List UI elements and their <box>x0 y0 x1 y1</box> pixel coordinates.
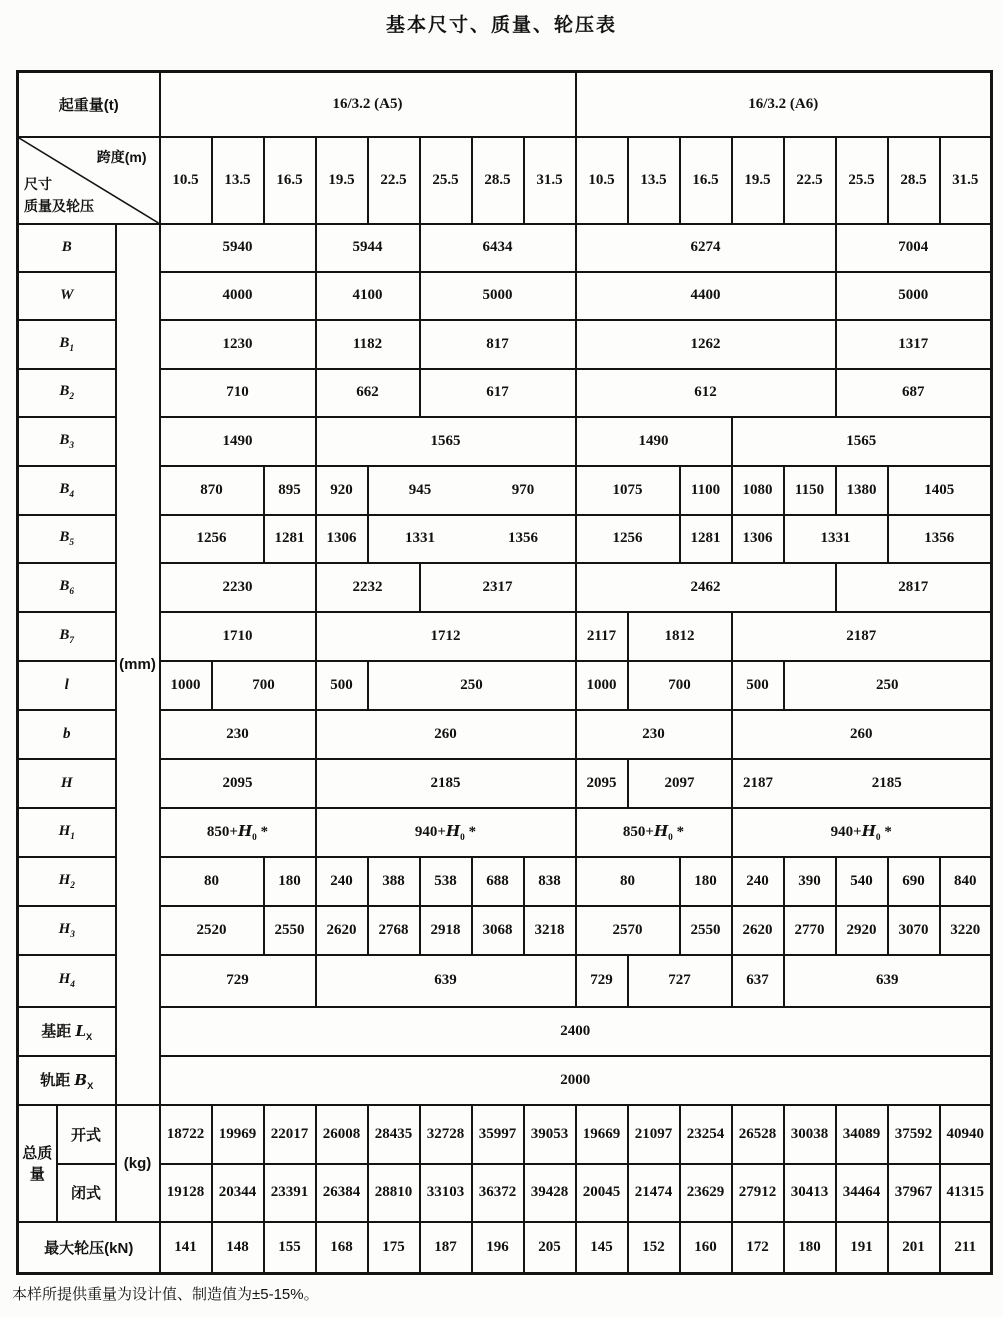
l-a5-2: 500 <box>316 661 368 710</box>
row-B3 <box>18 417 992 466</box>
H3-a6-2: 2620 <box>732 906 784 955</box>
H1-a5-0: $850+H_0$ * <box>160 808 316 857</box>
l-a5-1: 700 <box>212 661 316 710</box>
B4-a6-3: 1150 <box>784 466 836 515</box>
H3-a5-3: 2768 <box>368 906 420 955</box>
B3-a6-0: 1490 <box>576 417 732 466</box>
B4-a5-2: 920 <box>316 466 368 515</box>
B4-a6-2: 1080 <box>732 466 784 515</box>
mass-closed-15: 41315 <box>940 1164 992 1222</box>
H-a5-0: 2095 <box>160 759 316 808</box>
H2-a6-6: 840 <box>940 857 992 906</box>
row-B5 <box>18 515 992 563</box>
span-a5-7: 31.5 <box>524 137 576 224</box>
mass-open-4: 28435 <box>368 1105 420 1164</box>
row-capacity <box>18 72 992 137</box>
B4-a5-4: 970 <box>472 466 576 515</box>
B-a5-0: 5940 <box>160 224 316 272</box>
B2-a5-2: 617 <box>420 369 576 417</box>
H4-a6-1: 727 <box>628 955 732 1007</box>
wheel-15: 211 <box>940 1222 992 1274</box>
row-mass-closed <box>18 1164 992 1222</box>
mass-open-10: 23254 <box>680 1105 732 1164</box>
mass-open-15: 40940 <box>940 1105 992 1164</box>
B7-a5-1: 1712 <box>316 612 576 661</box>
span-a5-6: 28.5 <box>472 137 524 224</box>
B4-a6-1: 1100 <box>680 466 732 515</box>
B-a5-1: 5944 <box>316 224 420 272</box>
wheel-5: 187 <box>420 1222 472 1274</box>
l-a6-3: 250 <box>784 661 992 710</box>
label-B4: $B_4$ <box>18 466 116 515</box>
W-a5-2: 5000 <box>420 272 576 320</box>
b-a5-0: 230 <box>160 710 316 759</box>
H4-a6-3: 639 <box>784 955 992 1007</box>
diagonal-header-cell <box>18 137 160 224</box>
label-B6: $B_6$ <box>18 563 116 612</box>
unit-mm: (mm) <box>116 224 160 1105</box>
mass-closed-3: 26384 <box>316 1164 368 1222</box>
b-a6-0: 230 <box>576 710 732 759</box>
mass-closed-12: 30413 <box>784 1164 836 1222</box>
B5-a6-2: 1306 <box>732 515 784 563</box>
row-l <box>18 661 992 710</box>
H4-a6-0: 729 <box>576 955 628 1007</box>
label-B: B <box>18 224 116 272</box>
H3-a6-3: 2770 <box>784 906 836 955</box>
W-a6-0: 4400 <box>576 272 836 320</box>
B6-a5-1: 2232 <box>316 563 420 612</box>
row-b <box>18 710 992 759</box>
label-B5: $B_5$ <box>18 515 116 563</box>
H2-a5-1: 180 <box>264 857 316 906</box>
page-title: 基本尺寸、质量、轮压表 <box>385 15 617 36</box>
group-a6-label: 16/3.2 (A6) <box>576 72 992 137</box>
group-a5-label: 16/3.2 (A5) <box>160 72 576 137</box>
mass-closed-1: 20344 <box>212 1164 264 1222</box>
row-B6 <box>18 563 992 612</box>
label-B2: $B_2$ <box>18 369 116 417</box>
wheel-14: 201 <box>888 1222 940 1274</box>
span-a5-0: 10.5 <box>160 137 212 224</box>
spec-table <box>16 70 993 1275</box>
H2-a5-5: 688 <box>472 857 524 906</box>
W-a5-1: 4100 <box>316 272 420 320</box>
H2-a6-3: 390 <box>784 857 836 906</box>
mass-closed-0: 19128 <box>160 1164 212 1222</box>
label-B1: $B_1$ <box>18 320 116 369</box>
unit-kg: (kg) <box>116 1105 160 1222</box>
row-H3 <box>18 906 992 955</box>
H-a6-1: 2097 <box>628 759 732 808</box>
row-W <box>18 272 992 320</box>
row-B1 <box>18 320 992 369</box>
H3-a6-4: 2920 <box>836 906 888 955</box>
B-a6-0: 6274 <box>576 224 836 272</box>
H-a6-3: 2185 <box>784 759 992 808</box>
W-a6-1: 5000 <box>836 272 992 320</box>
span-a6-5: 25.5 <box>836 137 888 224</box>
label-Bx: 轨距 $B_X$ <box>18 1056 116 1105</box>
wheel-13: 191 <box>836 1222 888 1274</box>
B1-a5-2: 817 <box>420 320 576 369</box>
span-a5-3: 19.5 <box>316 137 368 224</box>
label-closed-type: 闭式 <box>57 1164 116 1222</box>
H3-a5-0: 2520 <box>160 906 264 955</box>
span-a5-4: 22.5 <box>368 137 420 224</box>
H3-a6-1: 2550 <box>680 906 732 955</box>
wheel-2: 155 <box>264 1222 316 1274</box>
B6-a6-0: 2462 <box>576 563 836 612</box>
B7-a6-1: 1812 <box>628 612 732 661</box>
B7-a6-2: 2187 <box>732 612 992 661</box>
mass-closed-10: 23629 <box>680 1164 732 1222</box>
label-Lx: 基距 $L_X$ <box>18 1007 116 1056</box>
l-a6-1: 700 <box>628 661 732 710</box>
mass-closed-4: 28810 <box>368 1164 420 1222</box>
row-wheel-pressure <box>18 1222 992 1274</box>
B-a5-2: 6434 <box>420 224 576 272</box>
W-a5-0: 4000 <box>160 272 316 320</box>
H2-a6-4: 540 <box>836 857 888 906</box>
B7-a6-0: 2117 <box>576 612 628 661</box>
row-B7 <box>18 612 992 661</box>
H4-a5-1: 639 <box>316 955 576 1007</box>
mass-open-2: 22017 <box>264 1105 316 1164</box>
span-a6-4: 22.5 <box>784 137 836 224</box>
H3-a6-6: 3220 <box>940 906 992 955</box>
H2-a5-6: 838 <box>524 857 576 906</box>
row-H1 <box>18 808 992 857</box>
mass-open-11: 26528 <box>732 1105 784 1164</box>
Bx-value: 2000 <box>160 1056 992 1105</box>
label-B3: $B_3$ <box>18 417 116 466</box>
wheel-12: 180 <box>784 1222 836 1274</box>
B4-a6-4: 1380 <box>836 466 888 515</box>
span-a6-7: 31.5 <box>940 137 992 224</box>
H3-a5-2: 2620 <box>316 906 368 955</box>
H1-a6-1: $940+H_0$ * <box>732 808 992 857</box>
span-a6-2: 16.5 <box>680 137 732 224</box>
B4-a6-5: 1405 <box>888 466 992 515</box>
B7-a5-0: 1710 <box>160 612 316 661</box>
l-a6-0: 1000 <box>576 661 628 710</box>
B6-a5-2: 2317 <box>420 563 576 612</box>
B3-a6-1: 1565 <box>732 417 992 466</box>
B2-a5-0: 710 <box>160 369 316 417</box>
H3-a5-5: 3068 <box>472 906 524 955</box>
diag-span-label: 跨度(m) <box>96 148 147 165</box>
mass-open-12: 30038 <box>784 1105 836 1164</box>
l-a5-0: 1000 <box>160 661 212 710</box>
row-spans <box>18 137 992 224</box>
B3-a5-1: 1565 <box>316 417 576 466</box>
H2-a6-0: 80 <box>576 857 680 906</box>
B5-a5-4: 1356 <box>472 515 576 563</box>
row-H4 <box>18 955 992 1007</box>
label-H: H <box>18 759 116 808</box>
B4-a5-0: 870 <box>160 466 264 515</box>
B1-a5-0: 1230 <box>160 320 316 369</box>
mass-closed-11: 27912 <box>732 1164 784 1222</box>
mass-closed-2: 23391 <box>264 1164 316 1222</box>
B4-a5-3: 945 <box>368 466 472 515</box>
H2-a5-2: 240 <box>316 857 368 906</box>
mass-closed-14: 37967 <box>888 1164 940 1222</box>
B5-a5-3: 1331 <box>368 515 472 563</box>
diag-mass-label: 质量及轮压 <box>24 197 94 214</box>
span-a5-2: 16.5 <box>264 137 316 224</box>
B1-a6-0: 1262 <box>576 320 836 369</box>
B5-a5-0: 1256 <box>160 515 264 563</box>
span-a6-3: 19.5 <box>732 137 784 224</box>
H3-a5-6: 3218 <box>524 906 576 955</box>
B6-a5-0: 2230 <box>160 563 316 612</box>
label-b: b <box>18 710 116 759</box>
footnote: 本样所提供重量为设计值、制造值为±5-15%。 <box>12 1286 319 1303</box>
wheel-8: 145 <box>576 1222 628 1274</box>
mass-open-0: 18722 <box>160 1105 212 1164</box>
H4-a5-0: 729 <box>160 955 316 1007</box>
span-a6-1: 13.5 <box>628 137 680 224</box>
B5-a6-4: 1356 <box>888 515 992 563</box>
mass-closed-7: 39428 <box>524 1164 576 1222</box>
span-a6-6: 28.5 <box>888 137 940 224</box>
label-l: l <box>18 661 116 710</box>
label-B7: $B_7$ <box>18 612 116 661</box>
wheel-9: 152 <box>628 1222 680 1274</box>
H3-a6-0: 2570 <box>576 906 680 955</box>
mass-closed-6: 36372 <box>472 1164 524 1222</box>
label-H3: $H_3$ <box>18 906 116 955</box>
H3-a6-5: 3070 <box>888 906 940 955</box>
span-a5-5: 25.5 <box>420 137 472 224</box>
B2-a6-1: 687 <box>836 369 992 417</box>
B1-a5-1: 1182 <box>316 320 420 369</box>
H2-a6-5: 690 <box>888 857 940 906</box>
Lx-value: 2400 <box>160 1007 992 1056</box>
H2-a5-4: 538 <box>420 857 472 906</box>
H3-a5-4: 2918 <box>420 906 472 955</box>
l-a5-3: 250 <box>368 661 576 710</box>
label-open-type: 开式 <box>57 1105 116 1164</box>
B5-a6-3: 1331 <box>784 515 888 563</box>
H1-a5-1: $940+H_0$ * <box>316 808 576 857</box>
B6-a6-1: 2817 <box>836 563 992 612</box>
mass-open-3: 26008 <box>316 1105 368 1164</box>
mass-open-13: 34089 <box>836 1105 888 1164</box>
H2-a5-3: 388 <box>368 857 420 906</box>
wheel-4: 175 <box>368 1222 420 1274</box>
H-a5-1: 2185 <box>316 759 576 808</box>
row-mass-open <box>18 1105 992 1164</box>
mass-open-14: 37592 <box>888 1105 940 1164</box>
mass-open-6: 35997 <box>472 1105 524 1164</box>
row-Bx <box>18 1056 992 1105</box>
H2-a6-2: 240 <box>732 857 784 906</box>
mass-closed-9: 21474 <box>628 1164 680 1222</box>
mass-open-5: 32728 <box>420 1105 472 1164</box>
B5-a6-1: 1281 <box>680 515 732 563</box>
B2-a5-1: 662 <box>316 369 420 417</box>
B5-a5-2: 1306 <box>316 515 368 563</box>
l-a6-2: 500 <box>732 661 784 710</box>
H1-a6-0: $850+H_0$ * <box>576 808 732 857</box>
b-a6-1: 260 <box>732 710 992 759</box>
b-a5-1: 260 <box>316 710 576 759</box>
capacity-label: 起重量(t) <box>18 72 160 137</box>
label-H1: $H_1$ <box>18 808 116 857</box>
row-B2 <box>18 369 992 417</box>
mass-closed-13: 34464 <box>836 1164 888 1222</box>
label-W: W <box>18 272 116 320</box>
B4-a6-0: 1075 <box>576 466 680 515</box>
H-a6-2: 2187 <box>732 759 784 808</box>
row-H <box>18 759 992 808</box>
row-B <box>18 224 992 272</box>
mass-open-9: 21097 <box>628 1105 680 1164</box>
label-H4: $H_4$ <box>18 955 116 1007</box>
H2-a6-1: 180 <box>680 857 732 906</box>
wheel-6: 196 <box>472 1222 524 1274</box>
label-total-mass: 总质量 <box>18 1105 57 1222</box>
B2-a6-0: 612 <box>576 369 836 417</box>
H2-a5-0: 80 <box>160 857 264 906</box>
H4-a6-2: 637 <box>732 955 784 1007</box>
wheel-11: 172 <box>732 1222 784 1274</box>
B3-a5-0: 1490 <box>160 417 316 466</box>
row-Lx <box>18 1007 992 1056</box>
wheel-10: 160 <box>680 1222 732 1274</box>
H-a6-0: 2095 <box>576 759 628 808</box>
mass-open-1: 19969 <box>212 1105 264 1164</box>
row-B4 <box>18 466 992 515</box>
row-H2 <box>18 857 992 906</box>
B4-a5-1: 895 <box>264 466 316 515</box>
wheel-3: 168 <box>316 1222 368 1274</box>
mass-closed-8: 20045 <box>576 1164 628 1222</box>
mass-open-7: 39053 <box>524 1105 576 1164</box>
mass-closed-5: 33103 <box>420 1164 472 1222</box>
wheel-7: 205 <box>524 1222 576 1274</box>
wheel-0: 141 <box>160 1222 212 1274</box>
wheel-1: 148 <box>212 1222 264 1274</box>
H3-a5-1: 2550 <box>264 906 316 955</box>
label-H2: $H_2$ <box>18 857 116 906</box>
B-a6-1: 7004 <box>836 224 992 272</box>
span-a6-0: 10.5 <box>576 137 628 224</box>
diag-dim-label: 尺寸 <box>24 175 52 192</box>
B5-a5-1: 1281 <box>264 515 316 563</box>
span-a5-1: 13.5 <box>212 137 264 224</box>
label-wheel-pressure: 最大轮压(kN) <box>18 1222 160 1274</box>
B5-a6-0: 1256 <box>576 515 680 563</box>
B1-a6-1: 1317 <box>836 320 992 369</box>
mass-open-8: 19669 <box>576 1105 628 1164</box>
